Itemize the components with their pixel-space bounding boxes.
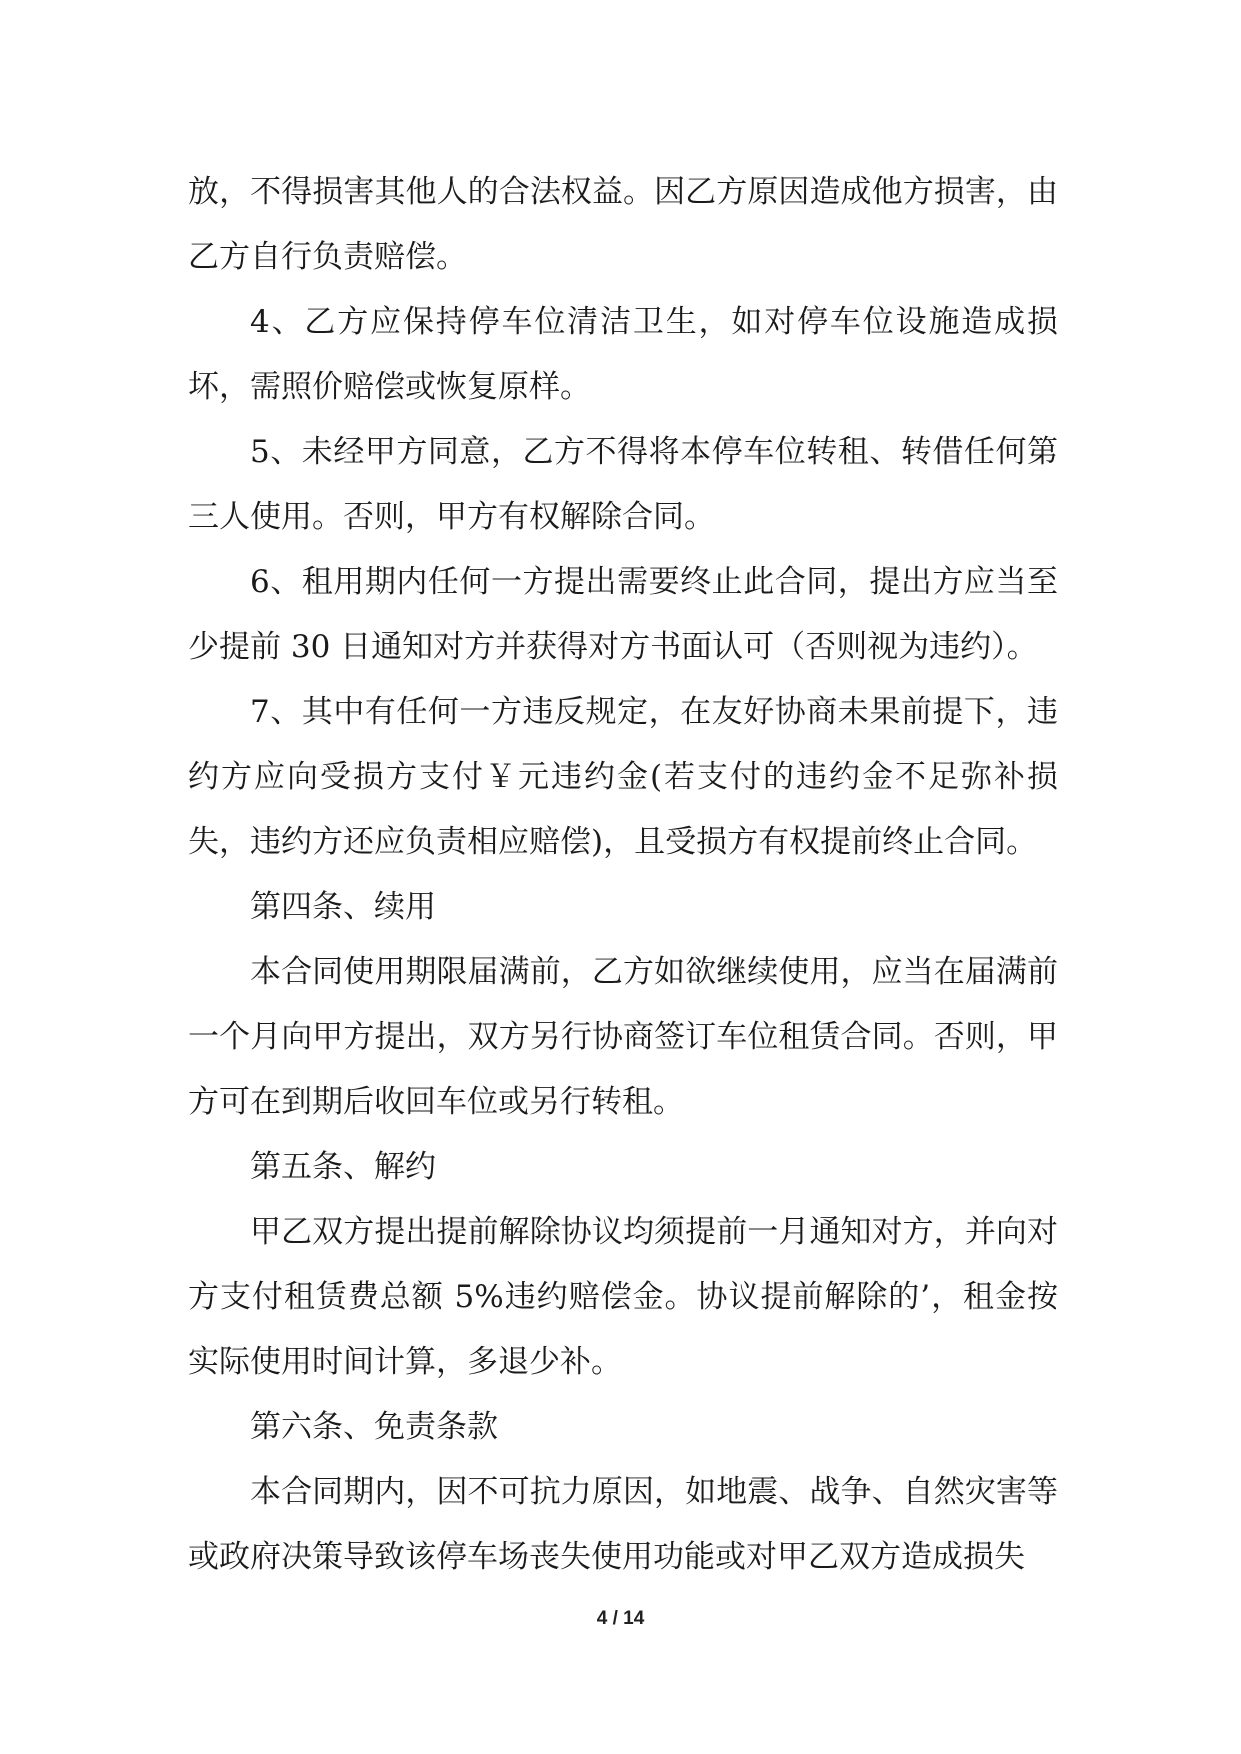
paragraph-item-4: 4、乙方应保持停车位清洁卫生，如对停车位设施造成损坏，需照价赔偿或恢复原样。 (188, 304, 1058, 405)
paragraph-article-5: 甲乙双方提出提前解除协议均须提前一月通知对方，并向对方支付租赁费总额 5%违约赔偿金。协议提前解除的’，租金按实际使用时间计算，多退少补。 (188, 1214, 1058, 1380)
paragraph-item-7: 7、其中有任何一方违反规定，在友好协商未果前提下，违约方应向受损方支付￥元违约金(若支付的违约金不足弥补损失，违约方还应负责相应赔偿)，且受损方有权提前终止合同。 (188, 694, 1058, 860)
page-number: 4 / 14 (596, 1608, 645, 1629)
paragraph-article-4: 本合同使用期限届满前，乙方如欲继续使用，应当在届满前一个月向甲方提出，双方另行协商签订车位租赁合同。否则，甲方可在到期后收回车位或另行转租。 (188, 954, 1058, 1120)
paragraph-continuation: 放，不得损害其他人的合法权益。因乙方原因造成他方损害，由乙方自行负责赔偿。 (188, 174, 1058, 275)
document-body (188, 160, 1058, 1590)
heading-article-5: 第五条、解约 (250, 1149, 436, 1185)
heading-article-4: 第四条、续用 (250, 889, 436, 925)
paragraph-item-6: 6、租用期内任何一方提出需要终止此合同，提出方应当至少提前 30 日通知对方并获得对方书面认可（否则视为违约）。 (188, 564, 1058, 665)
heading-article-6: 第六条、免责条款 (250, 1409, 498, 1445)
paragraph-article-6: 本合同期内，因不可抗力原因，如地震、战争、自然灾害等或政府决策导致该停车场丧失使用功能或对甲乙双方造成损失 (188, 1474, 1058, 1575)
paragraph-item-5: 5、未经甲方同意，乙方不得将本停车位转租、转借任何第三人使用。否则，甲方有权解除合同。 (188, 434, 1058, 535)
